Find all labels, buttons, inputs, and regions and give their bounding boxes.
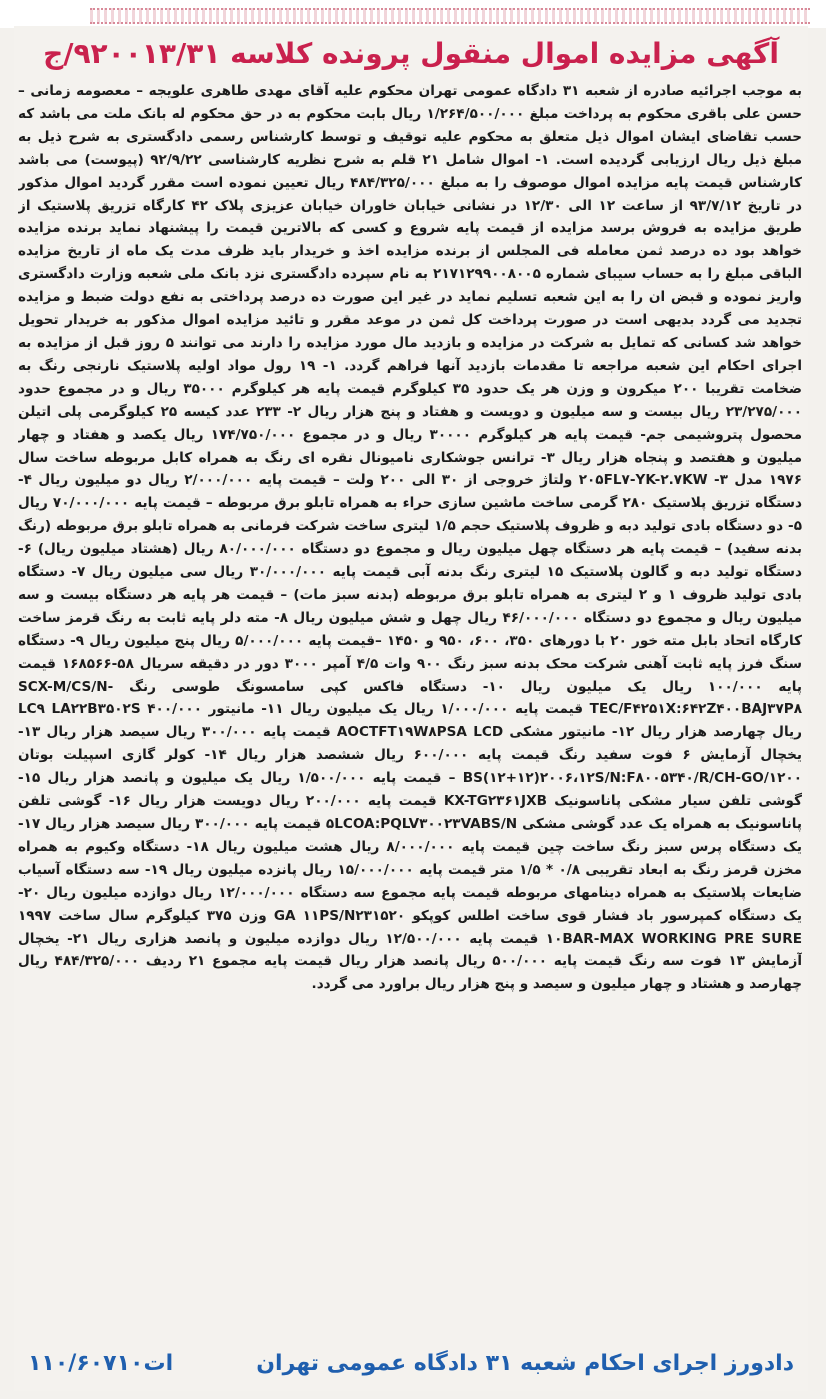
auction-notice [14,26,808,1391]
notice-body: به موجب اجرائیه صادره از شعبه ۳۱ دادگاه عمومی تهران محکوم علیه آقای مهدی طاهری علویجه – معصومه زمانی – حسن علی باقری محکوم به پرداخت مبلغ ۱/۲۶۴/۵۰۰/۰۰۰ ریال بابت محکوم به در حق محکوم له بانک ملت می باشد که حسب تقاضای ایشان اموال ذیل متعلق به محکوم علیه توقیف و توسط کارشناس رسمی دادگستری به شرح ذیل به مبلغ ذیل ریال ارزیابی گردیده است. ۱- اموال شامل ۲۱ قلم به شرح نظریه کارشناسی ۹۲/۹/۲۲ (پیوست) می باشد کارشناس قیمت پایه مزایده اموال موصوف را به مبلغ ۴۸۴/۳۲۵/۰۰۰ ریال تعیین نموده است مقرر گردید اموال مذکور در تاریخ ۹۳/۷/۱۲ از ساعت ۱۲ الی ۱۲/۳۰ در نشانی خیابان خاوران خیابان عزیزی پلاک ۴۲ کارگاه تزریق پلاستیک از طریق مزایده به فروش برسد مزایده از قیمت پایه شروع و کسی که بالاترین قیمت را پیشنهاد نماید برنده مزایده خواهد بود ده درصد ثمن معامله فی المجلس از برنده مزایده اخذ و خریدار باید ظرف مدت یک ماه از تاریخ مزایده الباقی مبلغ را به حساب سیبای شماره ۲۱۷۱۲۹۹۰۰۸۰۰۵ به نام سپرده دادگستری نزد بانک ملی شعبه وزارت دادگستری واریز نموده و قبض ان را به این شعبه تسلیم نماید در غیر این صورت ده درصد پرداختی به نفع دولت ضبط و مزایده تجدید می گردد بدیهی است در صورت پرداخت کل ثمن در موعد مقرر و تائید مزایده اموال مذکور به خریدار تحویل خواهد شد کسانی که تمایل به شرکت در مزایده و بازدید مال مورد مزایده را دارند می توانند ۵ روز قبل از مزایده به اجرای احکام این شعبه مراجعه تا مقدمات بازدید آنها فراهم گردد. ۱- ۱۹ رول مواد اولیه پلاستیک نارنجی رنگ به ضخامت تقریبا ۲۰۰ میکرون و وزن هر یک حدود ۳۵ کیلوگرم قیمت پایه هر کیلوگرم ۳۵۰۰۰ ریال و در مجموع حدود ۲۳/۲۷۵/۰۰۰ ریال بیست و سه میلیون و دویست و هفتاد و پنج هزار ریال ۲- ۲۳۳ عدد کیسه ۲۵ کیلوگرمی پلی اتیلن محصول پتروشیمی جم- قیمت پایه هر کیلوگرم ۳۰۰۰۰ ریال و در مجموع ۱۷۴/۷۵۰/۰۰۰ ریال یکصد و هفتاد و چهار میلیون و هفتصد و پنجاه هزار ریال ۳- ترانس جوشکاری نامیونال نقره ای رنگ به همراه کابل مربوطه ساخت سال ۱۹۷۶ مدل ۳- ۲۰۵FL۷-YK-۲.۷KW ولتاژ خروجی از ۳۰ الی ۲۰۰ ولت – قیمت پایه ۲/۰۰۰/۰۰۰ ریال دو میلیون ریال ۴- دستگاه تزریق پلاستیک ۲۸۰ گرمی ساخت ماشین سازی حراء به همراه تابلو برق مربوطه – قیمت پایه ۷۰/۰۰۰/۰۰۰ ریال ۵- دو دستگاه بادی تولید دبه و ظروف پلاستیک حجم ۱/۵ لیتری ساخت شرکت فرمانی به همراه تابلو برق مربوطه (رنگ بدنه سفید) – قیمت پایه هر دستگاه چهل میلیون ریال و مجموع دو دستگاه ۸۰/۰۰۰/۰۰۰ ریال (هشتاد میلیون ریال) ۶- دستگاه تولید دبه و گالون پلاستیک ۱۵ لیتری رنگ بدنه آبی قیمت پایه ۳۰/۰۰۰/۰۰۰ ریال سی میلیون ریال ۷- دستگاه بادی تولید ظروف ۱ و ۲ لیتری به همراه تابلو برق مربوطه (بدنه سبز مات) – قیمت هر پایه هر دستگاه بیست و سه میلیون ریال و مجموع دو دستگاه ۴۶/۰۰۰/۰۰۰ ریال چهل و شش میلیون ریال ۸- مته دلر پایه ثابت به رنگ قرمز ساخت کارگاه اتحاد بابل مته خور ۲۰ با دورهای ۳۵۰، ۶۰۰، ۹۵۰ و ۱۴۵۰ –قیمت پایه ۵/۰۰۰/۰۰۰ ریال پنج میلیون ریال ۹- دستگاه سنگ فرز پایه ثابت آهنی شرکت محک بدنه سبز رنگ ۹۰۰ وات ۴/۵ آمپر ۳۰۰۰ دور در دقیقه سریال ۵۸-۱۶۸۵۶۶ قیمت پایه ۱۰۰/۰۰۰ ریال یک میلیون ریال ۱۰- دستگاه فاکس کپی سامسونگ طوسی رنگ SCX-M/CS/N-TEC/F۴۲۵۱X:۶۴۲Z۴۰۰BAJ۳۷P۸ قیمت پایه ۱/۰۰۰/۰۰۰ ریال یک میلیون ریال ۱۱- مانیتور LC۹ LA۲۲B۳۵۰۲S ۴۰۰/۰۰۰ ریال چهارصد هزار ریال ۱۲- مانیتور مشکی AOCTFT۱۹W۸PSA LCD قیمت پایه ۳۰۰/۰۰۰ ریال سیصد هزار ریال ۱۳- یخچال آزمایش ۶ فوت سفید رنگ قیمت پایه ۶۰۰/۰۰۰ ریال ششصد هزار ریال ۱۴- کولر گازی اسپیلت بوتان BS(۱۲+۱۲)۲۰۰۶،۱۲S/N:F۸۰۰۵۳۴۰/R/CH-GO/۱۲۰۰ – قیمت پایه ۱/۵۰۰/۰۰۰ ریال یک میلیون و پانصد هزار ریال ۱۵- گوشی تلفن سیار مشکی پاناسونیک KX-TG۲۳۶۱JXB قیمت پایه ۲۰۰/۰۰۰ ریال دویست هزار ریال ۱۶- گوشی تلفن پاناسونیک به همراه یک عدد گوشی مشکی ۵LCOA:PQLV۳۰۰۲۳VABS/N قیمت پایه ۳۰۰/۰۰۰ ریال سیصد هزار ریال ۱۷- یک دستگاه پرس سبز رنگ ساخت چین قیمت پایه ۸/۰۰۰/۰۰۰ ریال هشت میلیون ریال ۱۸- دستگاه وکیوم به همراه مخزن قرمز رنگ به ابعاد تقریبی ۰/۸ * ۱/۵ متر قیمت پایه ۱۵/۰۰۰/۰۰۰ ریال پانزده میلیون ریال ۱۹- سه دستگاه آسیاب ضایعات پلاستیک به همراه دینامهای مربوطه قیمت پایه مجموع سه دستگاه ۱۲/۰۰۰/۰۰۰ ریال دوازده میلیون ریال ۲۰- یک دستگاه کمپرسور باد فشار قوی ساخت اطلس کوپکو GA ۱۱PS/N۲۳۱۵۲۰ وزن ۳۷۵ کیلوگرم سال ساخت ۱۹۹۷ ۱۰BAR-MAX WORKING PRE SURE قیمت پایه ۱۲/۵۰۰/۰۰۰ ریال دوازده میلیون و پانصد هزاری ریال ۲۱- یخچال آزمایش ۱۳ فوت سه رنگ قیمت پایه ۵۰۰/۰۰۰ ریال پانصد هزار ریال قیمت پایه مجموع ۲۱ ردیف ۴۸۴/۳۲۵/۰۰۰ ریال چهارصد و هشتاد و چهار میلیون و سیصد و پنج هزار ریال براورد می گردد. [18,83,802,993]
decorative-border [90,8,810,24]
notice-title: آگهی مزایده اموال منقول پرونده کلاسه ۹۲۰۰۱۳/۳۱/ج [43,37,779,70]
top-strip [0,0,826,28]
signature: دادورز اجرای احکام شعبه ۳۱ دادگاه عمومی تهران [256,1351,794,1376]
notice-footer [28,1344,794,1384]
reference-number: ۱۱۰/۶۰۷۱۰ات [28,1351,174,1376]
